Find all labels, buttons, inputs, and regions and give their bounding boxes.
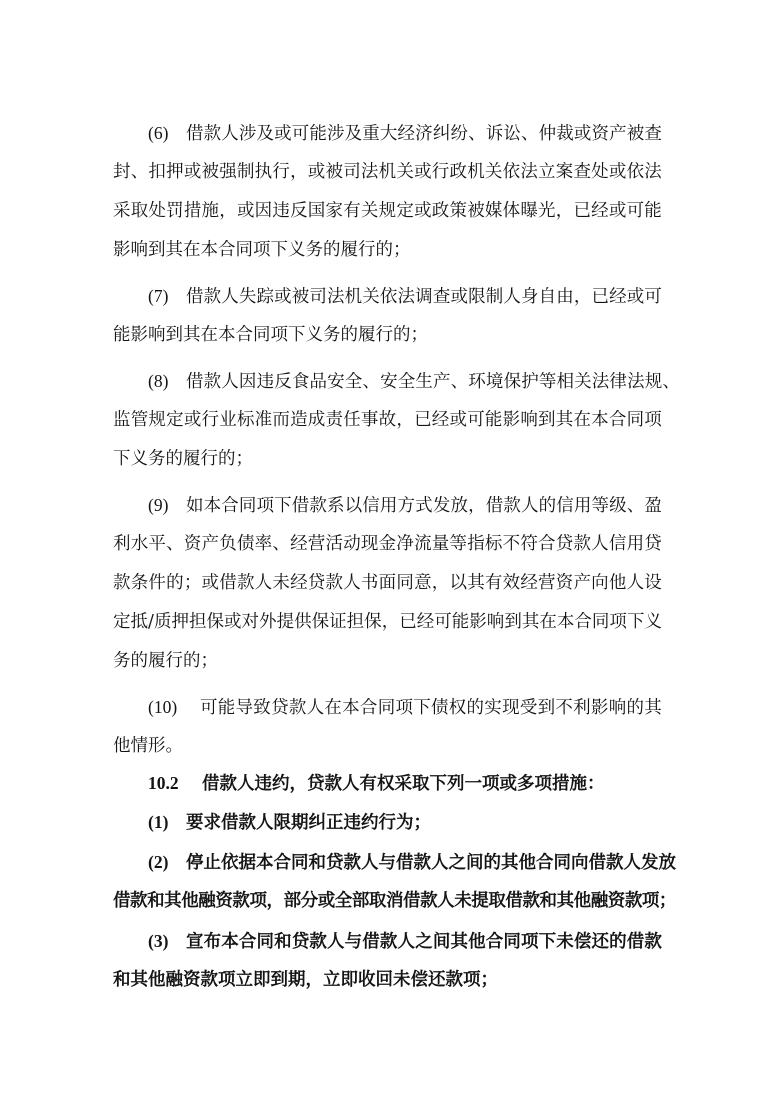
measure-2-text-line-1: 停止依据本合同和贷款人与借款人之间的其他合同向借款人发放 (186, 852, 676, 873)
clause-9 (113, 486, 713, 681)
clause-10-text-line-2: 他情形。 (113, 736, 183, 756)
clause-9-line-3 (113, 564, 662, 603)
clause-9-text-line-4: 定抵/质押担保或对外提供保证担保，已经可能影响到其在本合同项下义 (113, 612, 662, 632)
measure-2-number: (2) (148, 851, 169, 872)
clause-6-line-2 (113, 153, 662, 192)
measure-1-line-1 (113, 803, 662, 842)
clause-9-line-1 (113, 486, 662, 525)
section-heading-text: 借款人违约，贷款人有权采取下列一项或多项措施： (202, 774, 605, 794)
clause-7-number: (7) (148, 286, 169, 306)
clause-10-line-1 (113, 688, 662, 727)
clause-8 (113, 362, 713, 479)
measure-3 (113, 922, 713, 1001)
section-10-2 (113, 764, 713, 1000)
document-page (113, 114, 713, 1000)
section-number: 10.2 (148, 773, 179, 793)
clause-9-text-line-2: 利水平、资产负债率、经营活动现金净流量等指标不符合贷款人信用贷 (113, 534, 662, 554)
measure-2-line-2 (113, 882, 676, 921)
clause-8-text-line-1: 借款人因违反食品安全、安全生产、环境保护等相关法律法规、 (186, 372, 680, 392)
measure-3-line-2 (113, 961, 662, 1000)
default-events-list (113, 114, 713, 766)
clause-9-text-line-3: 款条件的；或借款人未经贷款人书面同意，以其有效经营资产向他人设 (113, 573, 662, 593)
clause-9-text-line-5: 务的履行的； (113, 651, 218, 671)
measure-3-number: (3) (148, 930, 169, 951)
measure-3-text-line-1: 宣布本合同和贷款人与借款人之间其他合同项下未偿还的借款 (186, 931, 662, 952)
clause-8-line-2 (113, 401, 662, 440)
clause-8-number: (8) (148, 371, 169, 391)
clause-6-text-line-2: 封、扣押或被强制执行，或被司法机关或行政机关依法立案查处或依法 (113, 162, 662, 182)
clause-6-line-4 (113, 231, 662, 270)
measure-2 (113, 843, 713, 922)
clause-6-text-line-3: 采取处罚措施，或因违反国家有关规定或政策被媒体曝光，已经或可能 (113, 201, 662, 221)
clause-9-number: (9) (148, 495, 169, 515)
measure-1-text-line-1: 要求借款人限期纠正违约行为； (186, 813, 431, 834)
clause-6-text-line-4: 影响到其在本合同项下义务的履行的； (113, 240, 411, 260)
clause-6-number: (6) (148, 123, 169, 143)
measure-3-text-line-2: 和其他融资款项立即到期，立即收回未偿还款项； (113, 969, 498, 990)
clause-10 (113, 688, 713, 766)
clause-8-line-3 (113, 440, 662, 479)
clause-9-line-5 (113, 642, 662, 681)
measure-1-number: (1) (148, 812, 169, 833)
measure-3-line-1 (113, 922, 662, 961)
measure-2-line-1 (113, 843, 676, 882)
clause-9-line-4 (113, 603, 662, 642)
clause-8-text-line-3: 下义务的履行的； (113, 449, 253, 469)
clause-9-line-2 (113, 525, 662, 564)
clause-6-text-line-1: 借款人涉及或可能涉及重大经济纠纷、诉讼、仲裁或资产被查 (186, 124, 662, 144)
clause-10-text-line-1: 可能导致贷款人在本合同项下债权的实现受到不利影响的其 (200, 698, 662, 718)
measure-2-text-line-2: 借款和其他融资款项，部分或全部取消借款人未提取借款和其他融资款项； (113, 891, 676, 912)
clause-7-line-1 (113, 277, 662, 316)
clause-9-text-line-1: 如本合同项下借款系以信用方式发放，借款人的信用等级、盈 (186, 496, 662, 516)
clause-7-text-line-2: 能影响到其在本合同项下义务的履行的； (113, 325, 428, 345)
clause-7-text-line-1: 借款人失踪或被司法机关依法调查或限制人身自由，已经或可 (186, 287, 662, 307)
clause-6-line-3 (113, 192, 662, 231)
clause-8-text-line-2: 监管规定或行业标准而造成责任事故，已经或可能影响到其在本合同项 (113, 410, 662, 430)
section-10-2-heading (113, 764, 713, 803)
clause-6-line-1 (113, 114, 662, 153)
clause-6 (113, 114, 713, 270)
clause-7 (113, 277, 713, 355)
clause-10-number: (10) (148, 697, 178, 717)
clause-10-line-2 (113, 727, 662, 766)
measure-1 (113, 803, 713, 842)
clause-8-line-1 (113, 362, 680, 401)
clause-7-line-2 (113, 316, 662, 355)
section-10-2-line (113, 764, 662, 803)
